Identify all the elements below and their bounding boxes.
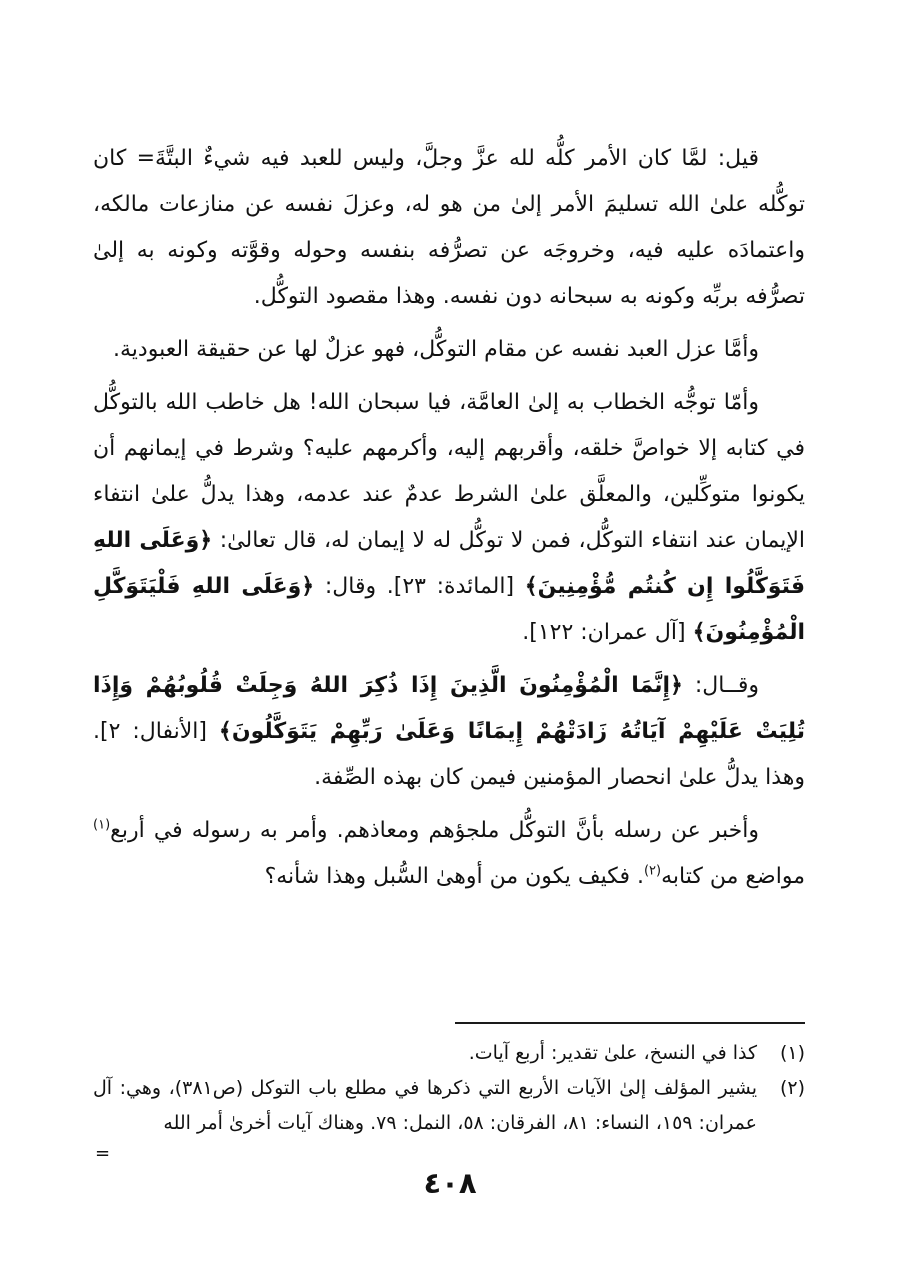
paragraph (93, 808, 805, 900)
paragraph-text: وأمَّا عزل العبد نفسه عن مقام التوكُّل، فهو عزلٌ لها عن حقيقة العبودية. (113, 337, 759, 362)
paragraph (93, 380, 805, 656)
paragraph (93, 663, 805, 801)
main-text-block (93, 136, 805, 907)
paragraph (93, 327, 805, 373)
page-number: ٤٠٨ (423, 1166, 477, 1200)
paragraph-text: وأخبر عن رسله بأنَّ التوكُّل ملجؤهم ومعاذهم. وأمر به رسوله في أربع (110, 818, 759, 843)
paragraph-text: وقــال: (682, 673, 760, 698)
quran-verse: ﴿إِنَّمَا الْمُؤْمِنُونَ الَّذِينَ إِذَا ذُكِرَ اللهُ وَجِلَتْ قُلُوبُهُمْ وَإِذَا تُلِيَتْ عَلَيْهِمْ آيَاتُهُ زَادَتْهُمْ إِيمَانًا وَعَلَىٰ رَبِّهِمْ يَتَوَكَّلُونَ﴾ (93, 673, 805, 744)
footnote-marker: (٢) (779, 1077, 805, 1099)
paragraph-text: قيل: لمَّا كان الأمر كلُّه لله عزَّ وجلَّ، وليس للعبد فيه شيءٌ البتَّةَ= كان توكُّله علىٰ الله تسليمَ الأمر إلىٰ من هو له، وعزلَ نفسه عن منازعات مالكه، واعتمادَه عليه فيه، وخروجَه عن تصرُّفه بنفسه وحوله وقوَّته وكونه به إلىٰ تصرُّفه بربِّه وكونه به سبحانه دون نفسه. وهذا مقصود التوكُّل. (93, 146, 805, 309)
footnote-item (93, 1036, 805, 1071)
quran-verse: ﴿وَعَلَى اللهِ فَتَوَكَّلُوا إِن كُنتُم مُّؤْمِنِينَ﴾ (93, 528, 805, 599)
footnote-reference-1: (١) (93, 817, 111, 833)
verse-reference: [المائدة: ٢٣]. وقال: (314, 574, 525, 599)
footnote-text: كذا في النسخ، علىٰ تقدير: أربع آيات. (468, 1042, 757, 1064)
quran-verse: ﴿وَعَلَى اللهِ فَلْيَتَوَكَّلِ الْمُؤْمِنُونَ﴾ (93, 574, 805, 645)
verse-reference: [آل عمران: ١٢٢]. (522, 620, 693, 645)
footnote-separator-line (455, 1022, 805, 1024)
paragraph-text: وأمّا توجُّه الخطاب به إلىٰ العامَّة، فيا سبحان الله! هل خاطب الله بالتوكُّل في كتابه إلا خواصَّ خلقه، وأقربهم إليه، وأكرمهم عليه؟ وشرط في إيمانهم أن يكونوا متوكِّلين، والمعلَّق علىٰ الشرط عدمٌ عند عدمه، وهذا يدلُّ علىٰ انتفاء الإيمان عند انتفاء التوكُّل، فمن لا توكُّل له لا إيمان له، قال تعالىٰ: (93, 390, 805, 553)
footnote-reference-2: (٢) (643, 863, 662, 879)
paragraph (93, 136, 805, 320)
footnotes-section (93, 1022, 805, 1167)
footnote-item (93, 1071, 805, 1141)
paragraph-text: . فكيف يكون من أوهىٰ السُّبل وهذا شأنه؟ (264, 864, 644, 889)
verse-reference: [الأنفال: ٢]. وهذا يدلُّ علىٰ انحصار المؤمنين فيمن كان بهذه الصِّفة. (93, 719, 805, 790)
footnote-text: يشير المؤلف إلىٰ الآيات الأربع التي ذكرها في مطلع باب التوكل (ص٣٨١)، وهي: آل عمران: ١٥٩، النساء: ٨١، الفرقان: ٥٨، النمل: ٧٩. وهناك آيات أخرىٰ أمر الله (93, 1077, 758, 1134)
footnote-continuation-mark: = (95, 1143, 111, 1164)
paragraph-text: مواضع من كتابه (661, 864, 805, 889)
footnote-marker: (١) (779, 1042, 805, 1064)
